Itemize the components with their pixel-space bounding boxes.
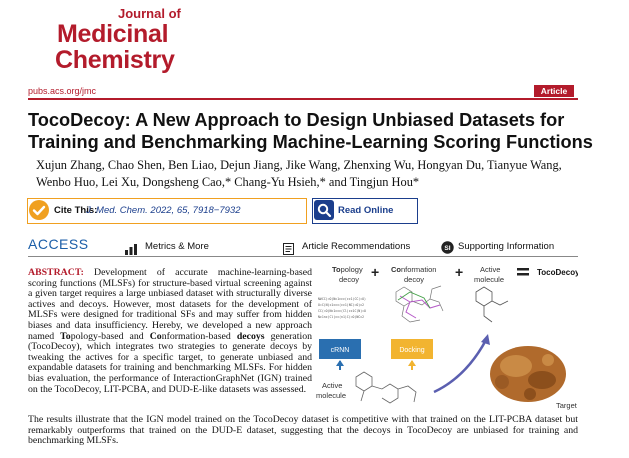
toc-active-bottom-2: molecule — [316, 391, 347, 400]
authors-line-2: Wenbo Huo, Lei Xu, Dongsheng Cao,* Chang-Yu Hsieh,* and Tingjun Hou* — [36, 175, 420, 189]
smiles-line: CC(=O)Nc1ccc(Cl)cc1C(N)=O — [318, 309, 366, 313]
document-icon — [283, 242, 294, 260]
journal-logo-line-2: Medicinal — [57, 20, 169, 48]
metrics-more-link[interactable]: Metrics & More — [145, 241, 209, 252]
header-divider — [28, 98, 578, 100]
article-title-line-1: TocoDecoy: A New Approach to Design Unbiased Datasets for — [28, 110, 565, 130]
read-online-icon — [314, 200, 334, 220]
conformation-molecule-drawing — [396, 286, 443, 322]
crnn-label: cRNN — [330, 347, 350, 354]
abstract-text: ABSTRACT: Development of accurate machine-learning-based scoring functions (MLSFs) for structure-based virtual screening against a given target requires a large unbiased dataset with structurally diverse actives and decoys. However, most datasets for the development of MLSFs were designed for traditional SFs and may suffer from hidden biases and data insufficiency. Hereby, we developed a new approach named Topology-based and Conformation-based decoys generation (TocoDecoy), which integrates two strategies to generate decoys by tweaking the actives for a specific target, to generate unbiased and expandable datasets for training and benchmarking MLSFs. For hidden bias evaluation, the performance of InteractionGraphNet (IGN) trained on the TocoDecoy, LIT-PCBA, and DUD-E-like datasets was assessed. — [28, 267, 312, 395]
article-type-badge: Article — [534, 85, 574, 97]
toc-tocodecoy-label: TocoDecoy — [537, 268, 578, 277]
toc-active-bottom-1: Active — [322, 381, 343, 390]
abstract-text-continued: The results illustrate that the IGN model trained on the TocoDecoy dataset is competitive with that trained on the LIT-PCBA dataset but remarkably outperforms that trained on the DUD-E dataset, suggesting that the decoys in TocoDecoy are unbiased for training and benchmarking MLSFs. — [28, 414, 578, 447]
svg-text:SI: SI — [444, 245, 451, 252]
plus-icon-2: + — [455, 264, 464, 280]
equals-icon — [517, 268, 529, 271]
supporting-information-link[interactable]: Supporting Information — [458, 241, 555, 252]
toc-topology-label: Topology — [332, 265, 363, 274]
supporting-info-icon — [441, 241, 454, 259]
journal-url[interactable]: pubs.acs.org/jmc — [28, 86, 97, 96]
toc-active-line-1: Active — [480, 265, 501, 274]
toc-active-line-2: molecule — [474, 275, 505, 284]
bottom-active-molecule-drawing — [356, 372, 416, 403]
toc-graphic[interactable] — [316, 262, 578, 412]
toc-conformation-label: Conformation — [391, 265, 437, 274]
cite-this-label: Cite This: — [54, 205, 98, 216]
toc-conformation-decoy: decoy — [404, 275, 425, 284]
article-recommendations-link[interactable]: Article Recommendations — [302, 241, 411, 252]
toc-topology-decoy: decoy — [339, 275, 360, 284]
docking-label: Docking — [399, 347, 425, 354]
toc-target-label: Target — [556, 401, 577, 410]
authors-line-1: Xujun Zhang, Chao Shen, Ben Liao, Dejun Jiang, Jike Wang, Zhenxing Wu, Hongyan Du, Tianyue Wang, — [36, 158, 562, 172]
journal-logo-line-1: Journal of — [118, 6, 181, 21]
smiles-line: N#CC(=O)Nc1ccc(cc1)CC(=O) — [318, 297, 366, 301]
journal-logo-line-3: Chemistry — [55, 46, 175, 74]
access-divider — [28, 256, 578, 257]
access-label: ACCESS — [28, 236, 89, 252]
read-online-label[interactable]: Read Online — [338, 205, 394, 216]
active-molecule-drawing — [476, 287, 508, 322]
bar-chart-icon — [125, 242, 137, 260]
protein-target-drawing — [490, 346, 566, 402]
smiles-line: O=C(N)c1ccc(cc1)NC(=O)c2 — [318, 303, 365, 307]
abstract-heading: ABSTRACT: — [28, 267, 84, 278]
smiles-line: Nc1nc(Cl)cc(n1)C(=O)NCc2 — [318, 315, 365, 319]
plus-icon: + — [371, 264, 380, 280]
citation-text[interactable]: J. Med. Chem. 2022, 65, 7918−7932 — [86, 205, 241, 216]
article-title-line-2: Training and Benchmarking Machine-Learning Scoring Functions — [28, 132, 593, 152]
curved-arrow — [434, 340, 486, 392]
cite-check-icon — [29, 200, 49, 220]
